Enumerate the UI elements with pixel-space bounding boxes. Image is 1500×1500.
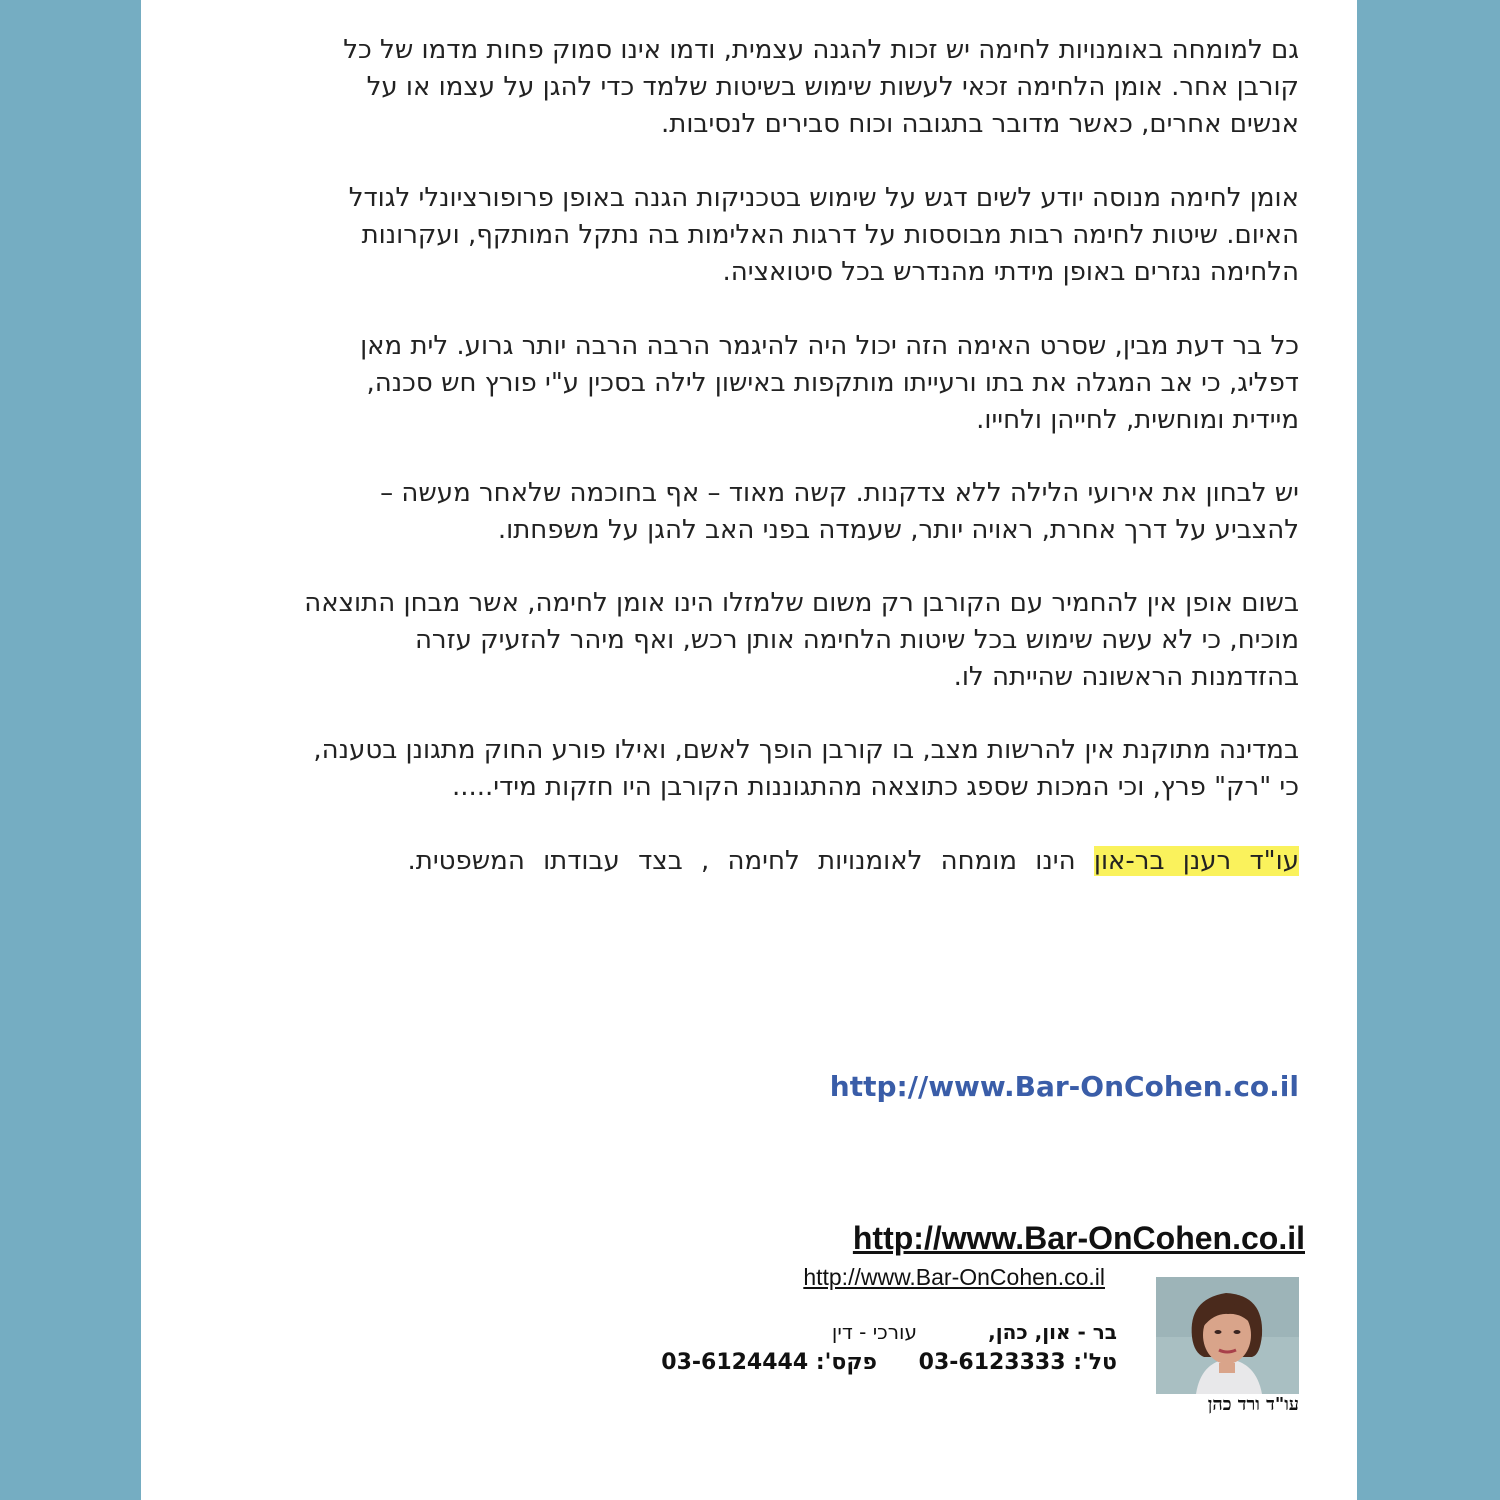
- firm-fax: פקס': 03-6124444: [661, 1350, 877, 1375]
- paragraph-line: אומן לחימה מנוסה יודע לשים דגש על שימוש בטכניקות הגנה באופן פרופורציונלי לגודל: [348, 183, 1299, 213]
- paragraph-line: קורבן אחר. אומן הלחימה זכאי לעשות שימוש בשיטות שלמד כדי להגן על עצמו או על: [366, 72, 1299, 102]
- paragraph-3: [360, 328, 1299, 439]
- footer-website-link-small[interactable]: http://www.Bar-OnCohen.co.il: [803, 1264, 1105, 1290]
- document-page: [141, 0, 1357, 1500]
- firm-phone: טל': 03-6123333: [918, 1350, 1117, 1375]
- website-link[interactable]: http://www.Bar-OnCohen.co.il: [829, 1070, 1299, 1103]
- paragraph-line: מוכיח, כי לא עשה שימוש בכל שיטות הלחימה אותן רכש, ואף מיהר להזעיק עזרה: [414, 625, 1299, 655]
- paragraph-5: [304, 585, 1299, 696]
- author-description: הינו מומחה לאומנויות לחימה , בצד עבודתו המשפטית.: [407, 846, 1094, 876]
- paragraph-line: גם למומחה באומנויות לחימה יש זכות להגנה עצמית, ודמו אינו סמוק פחות מדמו של כל: [343, 35, 1299, 65]
- paragraph-6: [313, 732, 1299, 806]
- portrait-image: [1156, 1277, 1299, 1394]
- portrait-caption: עו"ד ורד כהן: [1207, 1394, 1299, 1415]
- paragraph-1: [343, 32, 1299, 143]
- paragraph-line: להצביע על דרך אחרת, ראויה יותר, שעמדה בפני האב להגן על משפחתו.: [497, 515, 1299, 545]
- paragraph-4: [380, 475, 1299, 549]
- footer-website-link-large[interactable]: http://www.Bar-OnCohen.co.il: [852, 1220, 1305, 1256]
- paragraph-line: בהזדמנות הראשונה שהייתה לו.: [953, 662, 1299, 692]
- paragraph-line: יש לבחון את אירועי הלילה ללא צדקנות. קשה מאוד – אף בחוכמה שלאחר מעשה –: [380, 478, 1299, 508]
- paragraph-line: מיידית ומוחשית, לחייהן ולחייו.: [976, 405, 1299, 435]
- paragraph-line: דפליג, כי אב המגלה את בתו ורעייתו מותקפות באישון לילה בסכין ע"י פורץ חש סכנה,: [366, 368, 1299, 398]
- firm-name: בר - און, כהן,: [988, 1320, 1117, 1344]
- paragraph-line: אנשים אחרים, כאשר מדובר בתגובה וכוח סבירים לנסיבות.: [660, 109, 1299, 139]
- paragraph-line: כל בר דעת מבין, שסרט האימה הזה יכול היה להיגמר הרבה הרבה יותר גרוע. לית מאן: [360, 331, 1299, 361]
- portrait-photo: [1156, 1277, 1299, 1394]
- law-firm-block: [657, 1320, 1117, 1380]
- paragraph-line: כי "רק" פרץ, וכי המכות שספג כתוצאה מהתגוננות הקורבן היו חזקות מידי.....: [451, 772, 1299, 802]
- paragraph-2: [349, 180, 1299, 291]
- paragraph-line: הלחימה נגזרים באופן מידתי מהנדרש בכל סיטואציה.: [722, 257, 1299, 287]
- paragraph-line: האיום. שיטות לחימה רבות מבוססות על דרגות האלימות בה נתקל המותקף, ועקרונות: [361, 220, 1299, 250]
- highlighted-author-name: עו"ד רענן בר-און: [1093, 846, 1299, 876]
- paragraph-line: בשום אופן אין להחמיר עם הקורבן רק משום שלמזלו הינו אומן לחימה, אשר מבחן התוצאה: [304, 588, 1299, 618]
- firm-role: עורכי - דין: [831, 1320, 917, 1344]
- author-signature-line: [407, 843, 1299, 880]
- paragraph-line: במדינה מתוקנת אין להרשות מצב, בו קורבן הופך לאשם, ואילו פורע החוק מתגונן בטענה,: [313, 735, 1299, 765]
